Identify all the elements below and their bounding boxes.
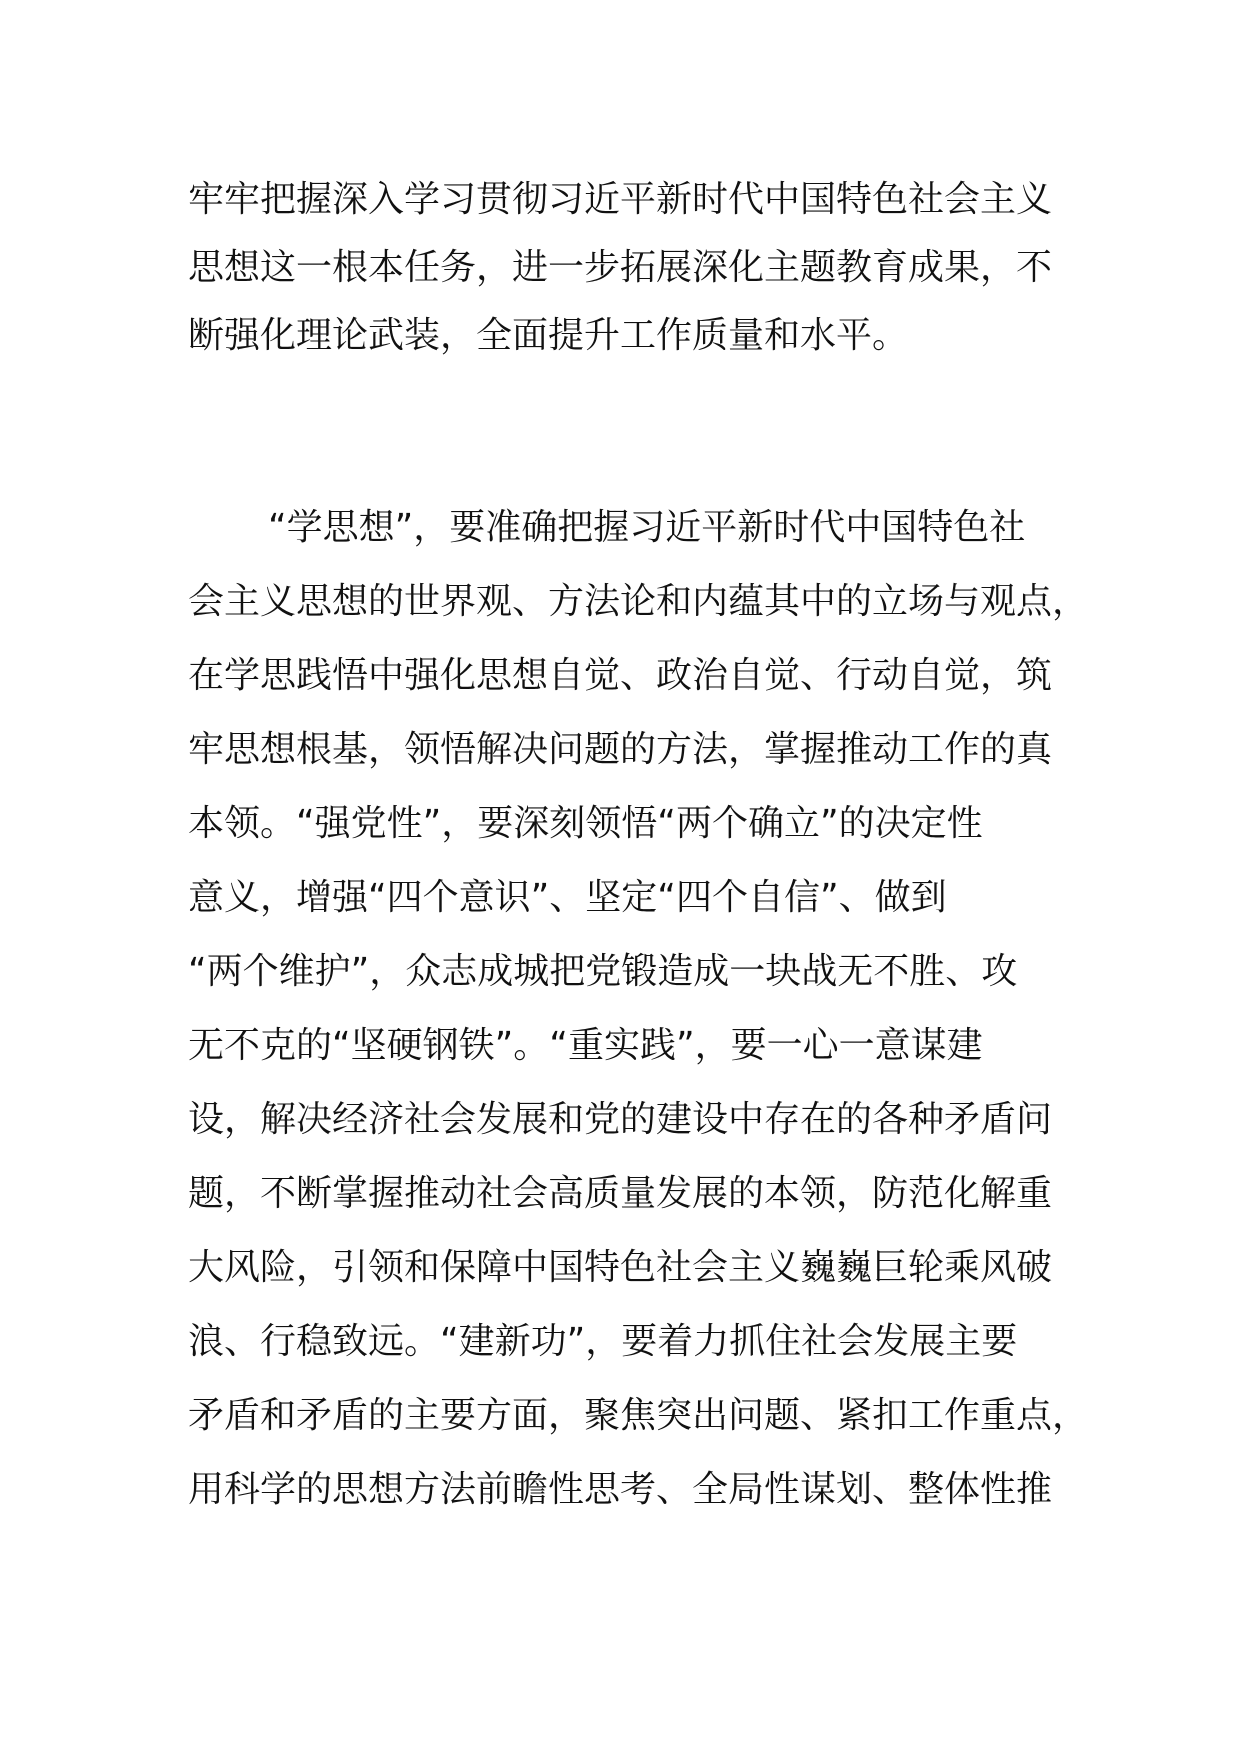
text-line: 用科学的思想方法前瞻性思考、全局性谋划、整体性推 — [188, 1469, 1053, 1510]
text-line: 题，不断掌握推动社会高质量发展的本领，防范化解重 — [188, 1173, 1053, 1214]
text-line: 思想这一根本任务，进一步拓展深化主题教育成果，不 — [188, 247, 1053, 288]
text-line: 浪、行稳致远。“建新功”，要着力抓住社会发展主要 — [188, 1321, 1018, 1362]
text-line: “两个维护”，众志成城把党锻造成一块战无不胜、攻 — [188, 951, 1018, 992]
text-line: 在学思践悟中强化思想自觉、政治自觉、行动自觉，筑 — [188, 655, 1053, 696]
text-line: 会主义思想的世界观、方法论和内蕴其中的立场与观点， — [188, 581, 1089, 622]
text-line: 本领。“强党性”，要深刻领悟“两个确立”的决定性 — [188, 803, 983, 844]
text-line: 矛盾和矛盾的主要方面，聚焦突出问题、紧扣工作重点， — [188, 1395, 1089, 1436]
text-line: 设，解决经济社会发展和党的建设中存在的各种矛盾问 — [188, 1099, 1053, 1140]
text-line: 大风险，引领和保障中国特色社会主义巍巍巨轮乘风破 — [188, 1247, 1053, 1288]
text-line: 无不克的“坚硬钢铁”。“重实践”，要一心一意谋建 — [188, 1025, 983, 1066]
text-line: 断强化理论武装，全面提升工作质量和水平。 — [188, 315, 909, 356]
text-line: 牢牢把握深入学习贯彻习近平新时代中国特色社会主义 — [188, 179, 1053, 220]
text-line: 意义，增强“四个意识”、坚定“四个自信”、做到 — [188, 877, 947, 918]
text-line: “学思想”，要准确把握习近平新时代中国特色社 — [268, 507, 1026, 548]
text-line: 牢思想根基，领悟解决问题的方法，掌握推动工作的真 — [188, 729, 1053, 770]
